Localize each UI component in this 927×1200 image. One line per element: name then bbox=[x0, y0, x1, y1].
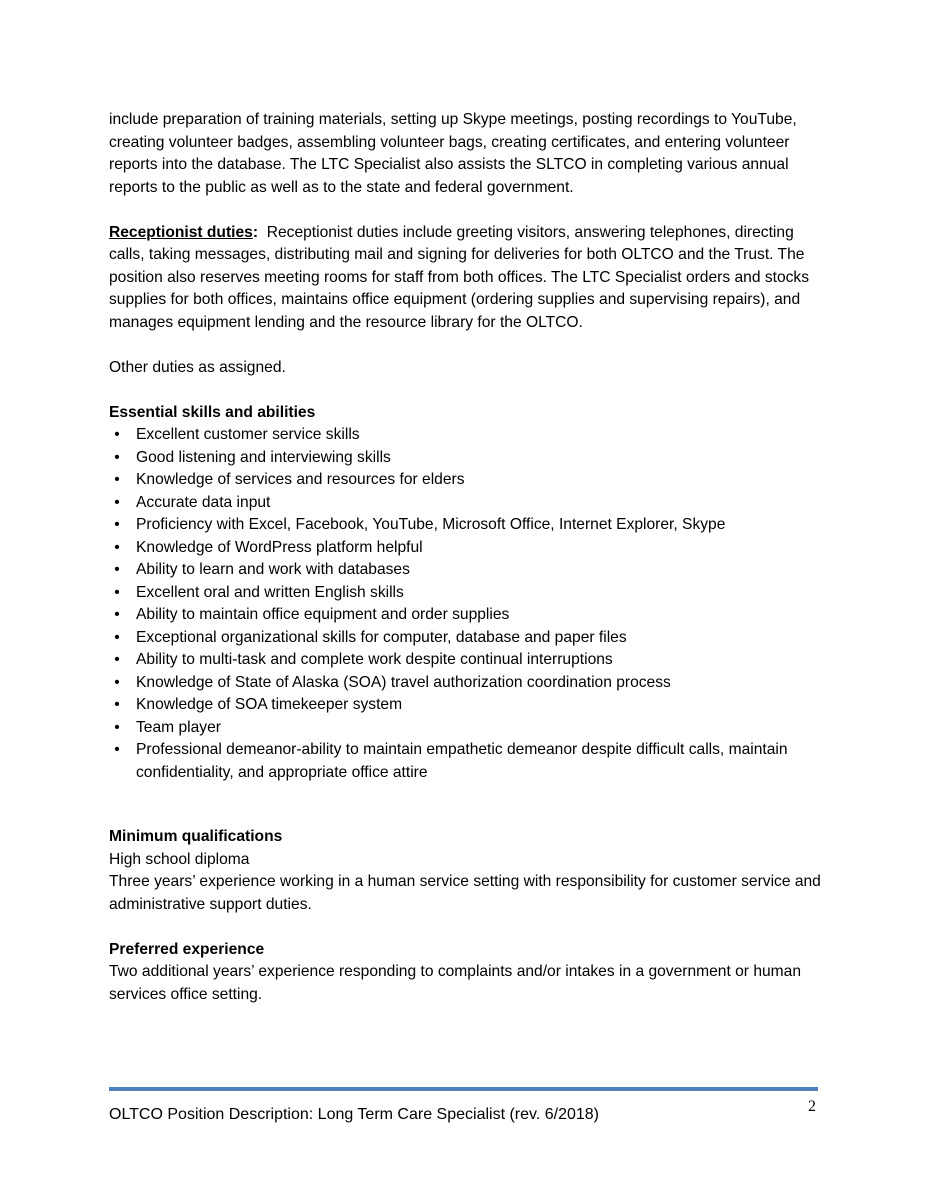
preferred-experience-heading: Preferred experience bbox=[109, 940, 265, 958]
skill-list-item bbox=[109, 627, 829, 650]
skill-list-item bbox=[109, 424, 829, 447]
skill-text: Knowledge of SOA timekeeper system bbox=[136, 696, 403, 713]
skill-text: Proficiency with Excel, Facebook, YouTube, Microsoft Office, Internet Explorer, Skype bbox=[136, 516, 726, 533]
bullet-icon: • bbox=[114, 718, 120, 736]
bullet-icon: • bbox=[114, 448, 120, 466]
spacer bbox=[109, 199, 829, 222]
skill-list-item bbox=[109, 672, 829, 695]
skill-text: Ability to learn and work with databases bbox=[136, 561, 410, 578]
preferred-experience-text: Two additional years’ experience responding to complaints and/or intakes in a government or human services office setting. bbox=[109, 963, 802, 1003]
spacer bbox=[109, 379, 829, 402]
minimum-qualification-experience: Three years’ experience working in a human service setting with responsibility for customer service and administrative support duties. bbox=[109, 873, 821, 913]
other-duties: Other duties as assigned. bbox=[109, 358, 286, 376]
intro-paragraph: include preparation of training materials, setting up Skype meetings, posting recordings to YouTube, creating volunteer badges, assembling volunteer bags, creating certificates, and entering volunteer reports into the database. The LTC Specialist also assists the SLTCO in completing various annual reports to the public as well as to the state and federal government. bbox=[109, 111, 797, 196]
skill-list-item bbox=[109, 694, 829, 717]
skill-text: Exceptional organizational skills for computer, database and paper files bbox=[136, 628, 627, 646]
bullet-icon: • bbox=[114, 673, 120, 691]
skill-list-item bbox=[109, 582, 829, 605]
skill-text: Knowledge of WordPress platform helpful bbox=[136, 538, 423, 556]
bullet-icon: • bbox=[114, 741, 120, 758]
skill-text: Ability to maintain office equipment and order supplies bbox=[136, 606, 510, 623]
spacer bbox=[109, 916, 829, 939]
receptionist-duties-label: Receptionist duties bbox=[109, 223, 253, 241]
footer-text: OLTCO Position Description: Long Term Care Specialist (rev. 6/2018) bbox=[109, 1106, 599, 1123]
bullet-icon: • bbox=[114, 651, 120, 668]
skill-text: Accurate data input bbox=[136, 493, 271, 511]
skill-list-item bbox=[109, 469, 829, 492]
bullet-icon: • bbox=[114, 696, 120, 713]
skill-text: Knowledge of services and resources for elders bbox=[136, 471, 465, 488]
minimum-qualifications-heading: Minimum qualifications bbox=[109, 828, 283, 845]
skills-heading: Essential skills and abilities bbox=[109, 403, 316, 421]
bullet-icon: • bbox=[114, 561, 120, 578]
skill-list-item bbox=[109, 447, 829, 470]
skill-list-item bbox=[109, 649, 829, 672]
skill-list-item bbox=[109, 537, 829, 560]
spacer bbox=[109, 334, 829, 357]
bullet-icon: • bbox=[114, 583, 120, 601]
skill-text: Excellent oral and written English skills bbox=[136, 583, 404, 601]
page-body bbox=[109, 109, 829, 1006]
bullet-icon: • bbox=[114, 493, 120, 511]
skill-list-item bbox=[109, 604, 829, 627]
skill-text: Team player bbox=[136, 718, 221, 736]
bullet-icon: • bbox=[114, 628, 120, 646]
page-number: 2 bbox=[808, 1098, 816, 1115]
skill-list-item bbox=[109, 492, 829, 515]
skill-text: Professional demeanor-ability to maintain empathetic demeanor despite difficult calls, maintain confidentiality, and appropriate office attire bbox=[136, 741, 788, 781]
bullet-icon: • bbox=[114, 426, 120, 443]
skills-list bbox=[109, 424, 829, 784]
receptionist-paragraph bbox=[109, 222, 829, 335]
bullet-icon: • bbox=[114, 606, 120, 623]
bullet-icon: • bbox=[114, 516, 120, 533]
skill-text: Ability to multi-task and complete work despite continual interruptions bbox=[136, 651, 613, 668]
receptionist-duties-text: Receptionist duties include greeting visitors, answering telephones, directing calls, taking messages, distributing mail and signing for deliveries for both OLTCO and the Trust. The position also reserves meeting rooms for staff from both offices. The LTC Specialist orders and stocks supplies for both offices, maintains office equipment (ordering supplies and supervising repairs), and manages equipment lending and the resource library for the OLTCO. bbox=[109, 223, 810, 331]
skill-list-item bbox=[109, 559, 829, 582]
skill-text: Good listening and interviewing skills bbox=[136, 448, 391, 466]
skill-text: Excellent customer service skills bbox=[136, 426, 360, 443]
spacer bbox=[109, 784, 829, 826]
receptionist-label-colon: : bbox=[252, 223, 259, 241]
skill-list-item bbox=[109, 514, 829, 537]
footer-divider bbox=[109, 1087, 818, 1091]
skill-text: Knowledge of State of Alaska (SOA) travel authorization coordination process bbox=[136, 673, 671, 691]
bullet-icon: • bbox=[114, 471, 120, 488]
minimum-qualification-diploma: High school diploma bbox=[109, 850, 250, 868]
skill-list-item bbox=[109, 739, 829, 784]
bullet-icon: • bbox=[114, 538, 120, 556]
skill-list-item bbox=[109, 717, 829, 740]
